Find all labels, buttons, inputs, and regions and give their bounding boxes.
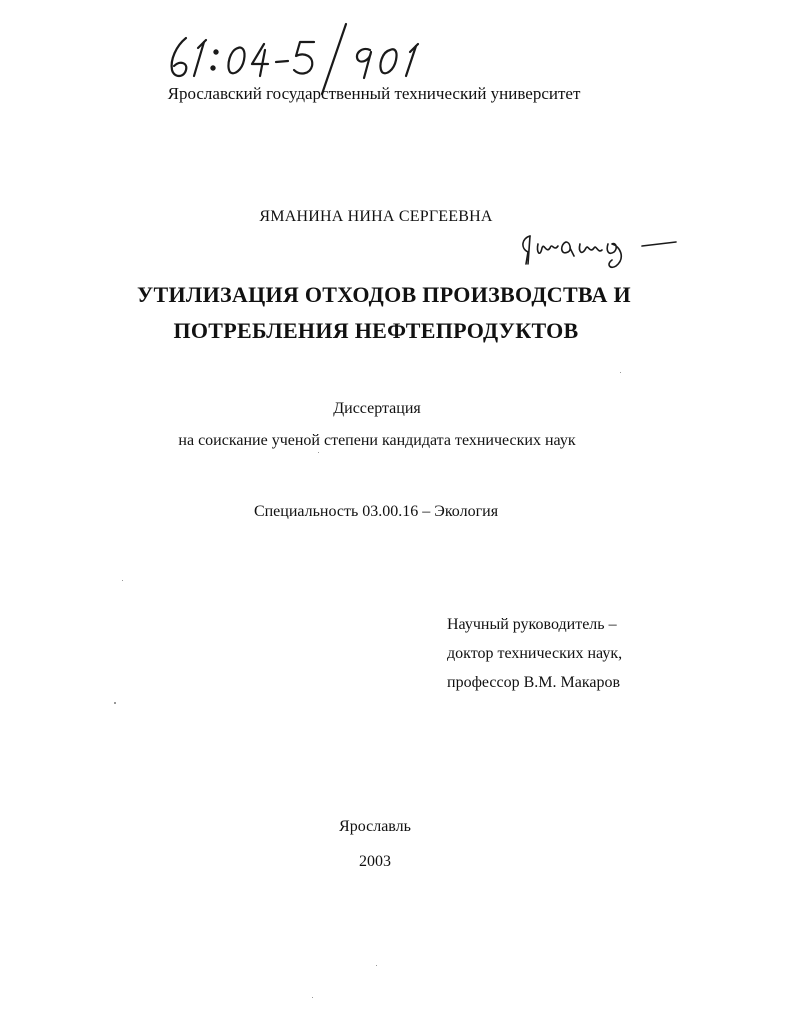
university-name: Ярославский государственный технический университет <box>167 84 581 103</box>
supervisor-block <box>447 610 622 697</box>
scan-speck <box>318 452 319 453</box>
scan-speck <box>312 997 313 998</box>
author-signature <box>516 222 686 272</box>
supervisor-degree: доктор технических наук, <box>447 645 623 662</box>
year: 2003 <box>359 853 391 870</box>
degree-statement: на соискание ученой степени кандидата технических наук <box>178 432 576 449</box>
supervisor-name: профессор В.М. Макаров <box>447 674 621 691</box>
scan-speck <box>376 965 377 966</box>
supervisor-role: Научный руководитель – <box>447 616 617 633</box>
document-type: Диссертация <box>333 400 421 417</box>
dissertation-title-line-1: УТИЛИЗАЦИЯ ОТХОДОВ ПРОИЗВОДСТВА И <box>137 282 631 307</box>
city: Ярославль <box>339 818 411 835</box>
scan-speck <box>122 580 123 581</box>
specialty: Специальность 03.00.16 – Экология <box>253 503 499 520</box>
author-name: ЯМАНИНА НИНА СЕРГЕЕВНА <box>259 208 493 225</box>
dissertation-title-line-2: ПОТРЕБЛЕНИЯ НЕФТЕПРОДУКТОВ <box>173 318 579 343</box>
scan-speck <box>114 702 116 704</box>
scan-speck <box>620 372 621 373</box>
